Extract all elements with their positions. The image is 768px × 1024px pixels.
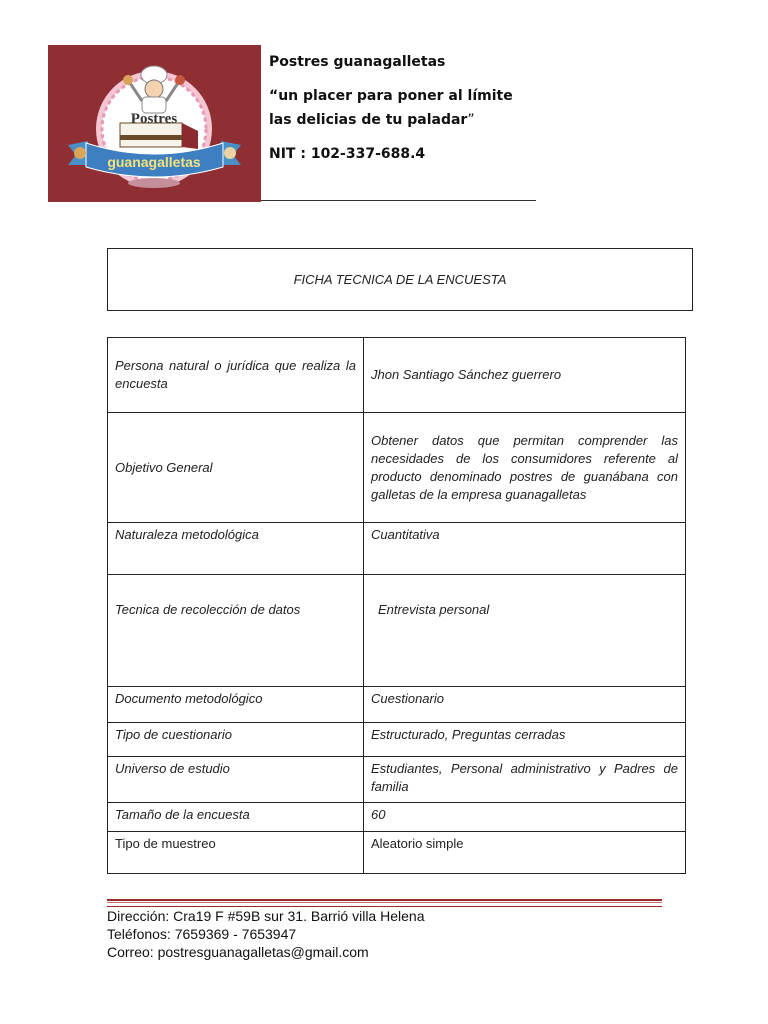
footer-address: Dirección: Cra19 F #59B sur 31. Barrió villa Helena [107, 908, 425, 924]
row-label: Tipo de cuestionario [108, 723, 364, 757]
row-value: 60 [364, 803, 686, 832]
row-value: Estudiantes, Personal administrativo y Padres de familia [364, 757, 686, 803]
company-header [269, 50, 539, 166]
slogan-text: “un placer para poner al límite las delicias de tu paladar [269, 88, 513, 128]
row-value: Cuestionario [364, 687, 686, 723]
row-value: Obtener datos que permitan comprender las necesidades de los consumidores referente al producto denominado postres de guanábana con galletas de la empresa guanagalletas [364, 413, 686, 523]
table-row [108, 723, 686, 757]
footer-divider [107, 899, 662, 907]
company-slogan [269, 84, 539, 132]
company-name: Postres guanagalletas [269, 54, 446, 70]
table-row [108, 575, 686, 687]
row-label: Objetivo General [108, 413, 364, 523]
row-value: Cuantitativa [364, 523, 686, 575]
company-logo [48, 45, 261, 202]
row-value: Entrevista personal [364, 575, 686, 687]
logo-text-postres: Postres [130, 111, 178, 127]
company-nit: NIT : 102-337-688.4 [269, 146, 426, 162]
table-row [108, 338, 686, 413]
table-row [108, 687, 686, 723]
row-label: Universo de estudio [108, 757, 364, 803]
row-label: Documento metodológico [108, 687, 364, 723]
header-divider [261, 200, 536, 201]
table-row [108, 832, 686, 874]
document-title: FICHA TECNICA DE LA ENCUESTA [293, 272, 507, 287]
row-label: Tipo de muestreo [108, 832, 364, 874]
row-value: Aleatorio simple [364, 832, 686, 874]
row-value: Estructurado, Preguntas cerradas [364, 723, 686, 757]
table-row [108, 757, 686, 803]
row-label: Naturaleza metodológica [108, 523, 364, 575]
row-value: Jhon Santiago Sánchez guerrero [364, 338, 686, 413]
table-row [108, 803, 686, 832]
footer-phones: Teléfonos: 7659369 - 7653947 [107, 926, 297, 942]
logo-text-banner: guanagalletas [107, 154, 201, 170]
row-label: Tecnica de recolección de datos [108, 575, 364, 687]
footer-contact [107, 907, 424, 961]
document-title-box [107, 248, 693, 311]
slogan-close-quote: ” [467, 112, 475, 128]
table-row [108, 523, 686, 575]
logo-graphic [48, 45, 261, 202]
footer-email: Correo: postresguanagalletas@gmail.com [107, 944, 369, 960]
row-label: Persona natural o jurídica que realiza la encuesta [108, 338, 364, 413]
technical-sheet-table [107, 337, 686, 874]
table-row [108, 413, 686, 523]
row-label: Tamaño de la encuesta [108, 803, 364, 832]
